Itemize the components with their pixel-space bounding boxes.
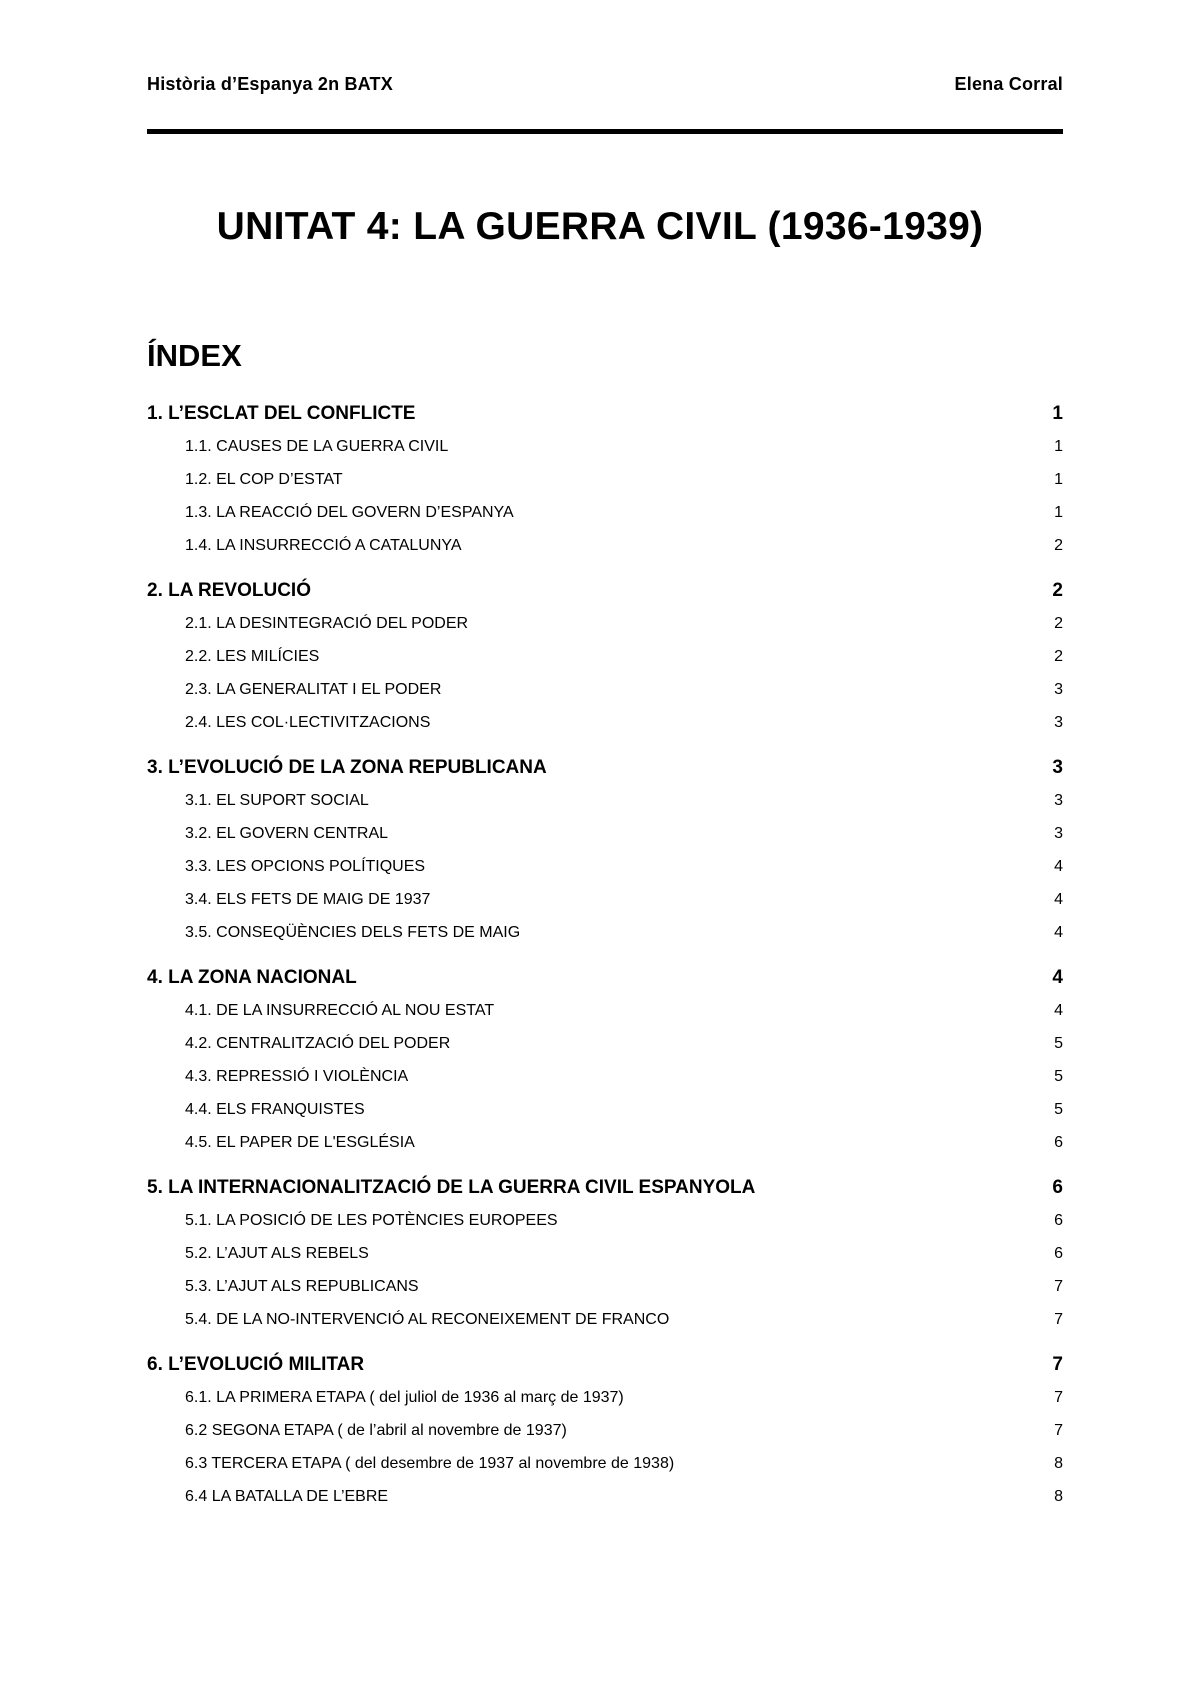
toc-entry[interactable] xyxy=(147,1303,1063,1336)
toc-entry-label: 2.1. LA DESINTEGRACIÓ DEL PODER xyxy=(185,615,469,632)
toc-entry[interactable] xyxy=(147,529,1063,562)
header-author: Elena Corral xyxy=(954,74,1063,94)
toc-entry[interactable] xyxy=(147,1237,1063,1270)
toc-entry-label: 6.2 SEGONA ETAPA ( de l’abril al novembre de 1937) xyxy=(185,1422,567,1439)
toc-page-number: 3 xyxy=(1052,757,1063,778)
toc-section xyxy=(147,575,1063,739)
toc-entry[interactable] xyxy=(147,706,1063,739)
toc-entry[interactable] xyxy=(147,1093,1063,1126)
toc-entry-label: 4.1. DE LA INSURRECCIÓ AL NOU ESTAT xyxy=(185,1002,495,1019)
toc-entry[interactable] xyxy=(147,1447,1063,1480)
toc-entry-label: 6.1. LA PRIMERA ETAPA ( del juliol de 1936 al març de 1937) xyxy=(185,1389,624,1406)
toc-page-number: 4 xyxy=(1054,1002,1063,1019)
toc-entry[interactable] xyxy=(147,784,1063,817)
toc-entry[interactable] xyxy=(147,496,1063,529)
toc-page-number: 5 xyxy=(1054,1068,1063,1085)
toc-section-heading[interactable] xyxy=(147,752,1063,784)
toc-page-number: 6 xyxy=(1054,1212,1063,1229)
toc-entry-label: 4.5. EL PAPER DE L'ESGLÉSIA xyxy=(185,1134,415,1151)
toc-entry[interactable] xyxy=(147,1204,1063,1237)
header-divider xyxy=(147,129,1063,134)
toc-page-number: 7 xyxy=(1054,1278,1063,1295)
toc-entry-label: 6.4 LA BATALLA DE L’EBRE xyxy=(185,1488,389,1505)
toc-page-number: 7 xyxy=(1054,1389,1063,1406)
toc-section-heading[interactable] xyxy=(147,962,1063,994)
toc-entry-label: 5.2. L’AJUT ALS REBELS xyxy=(185,1245,369,1262)
toc-page-number: 3 xyxy=(1054,825,1063,842)
toc-section xyxy=(147,1172,1063,1336)
index-heading: ÍNDEX xyxy=(147,338,242,373)
toc-entry[interactable] xyxy=(147,607,1063,640)
toc-section xyxy=(147,398,1063,562)
document-title: UNITAT 4: LA GUERRA CIVIL (1936-1939) xyxy=(216,205,984,248)
toc-entry[interactable] xyxy=(147,817,1063,850)
toc-entry[interactable] xyxy=(147,1027,1063,1060)
toc-entry[interactable] xyxy=(147,1480,1063,1513)
toc-page-number: 4 xyxy=(1052,967,1063,988)
toc-page-number: 8 xyxy=(1054,1455,1063,1472)
toc-page-number: 5 xyxy=(1054,1101,1063,1118)
toc-section-title: 1. L’ESCLAT DEL CONFLICTE xyxy=(147,403,416,424)
toc-entry[interactable] xyxy=(147,994,1063,1027)
toc-page-number: 6 xyxy=(1054,1134,1063,1151)
toc-entry[interactable] xyxy=(147,850,1063,883)
toc-page-number: 5 xyxy=(1054,1035,1063,1052)
toc-entry-label: 4.2. CENTRALITZACIÓ DEL PODER xyxy=(185,1035,451,1052)
toc-entry-label: 1.1. CAUSES DE LA GUERRA CIVIL xyxy=(185,438,449,455)
toc-page-number: 4 xyxy=(1054,891,1063,908)
toc-section-title: 3. L’EVOLUCIÓ DE LA ZONA REPUBLICANA xyxy=(147,757,547,778)
toc-section-title: 4. LA ZONA NACIONAL xyxy=(147,967,357,988)
toc-entry[interactable] xyxy=(147,1060,1063,1093)
toc-page-number: 7 xyxy=(1054,1311,1063,1328)
toc-entry[interactable] xyxy=(147,640,1063,673)
toc-page-number: 1 xyxy=(1052,403,1063,424)
toc-entry[interactable] xyxy=(147,673,1063,706)
toc-entry-label: 3.5. CONSEQÜÈNCIES DELS FETS DE MAIG xyxy=(185,924,521,941)
toc-section-title: 6. L’EVOLUCIÓ MILITAR xyxy=(147,1354,365,1375)
toc-entry[interactable] xyxy=(147,1270,1063,1303)
toc-entry-label: 3.3. LES OPCIONS POLÍTIQUES xyxy=(185,858,426,875)
toc-entry[interactable] xyxy=(147,1414,1063,1447)
page-header xyxy=(147,74,1063,95)
toc-entry-label: 1.4. LA INSURRECCIÓ A CATALUNYA xyxy=(185,537,462,554)
toc-entry-label: 5.4. DE LA NO-INTERVENCIÓ AL RECONEIXEMENT DE FRANCO xyxy=(185,1311,670,1328)
toc-section xyxy=(147,752,1063,949)
toc-page-number: 6 xyxy=(1052,1177,1063,1198)
toc-entry[interactable] xyxy=(147,1381,1063,1414)
toc-entry-label: 5.1. LA POSICIÓ DE LES POTÈNCIES EUROPEES xyxy=(185,1212,558,1229)
table-of-contents xyxy=(147,394,1063,1526)
toc-section-heading[interactable] xyxy=(147,1349,1063,1381)
toc-entry[interactable] xyxy=(147,463,1063,496)
toc-page-number: 1 xyxy=(1054,504,1063,521)
toc-section-heading[interactable] xyxy=(147,575,1063,607)
toc-page-number: 2 xyxy=(1054,615,1063,632)
toc-section xyxy=(147,1349,1063,1513)
toc-section-heading[interactable] xyxy=(147,1172,1063,1204)
toc-page-number: 3 xyxy=(1054,681,1063,698)
toc-entry-label: 2.2. LES MILÍCIES xyxy=(185,648,320,665)
toc-section-title: 2. LA REVOLUCIÓ xyxy=(147,580,311,601)
toc-entry-label: 4.3. REPRESSIÓ I VIOLÈNCIA xyxy=(185,1068,409,1085)
header-course: Història d’Espanya 2n BATX xyxy=(147,74,393,94)
toc-section xyxy=(147,962,1063,1159)
toc-entry-label: 1.3. LA REACCIÓ DEL GOVERN D’ESPANYA xyxy=(185,504,514,521)
toc-page-number: 1 xyxy=(1054,438,1063,455)
toc-section-title: 5. LA INTERNACIONALITZACIÓ DE LA GUERRA CIVIL ESPANYOLA xyxy=(147,1177,756,1198)
toc-entry-label: 2.4. LES COL·LECTIVITZACIONS xyxy=(185,714,431,731)
toc-section-heading[interactable] xyxy=(147,398,1063,430)
toc-page-number: 2 xyxy=(1052,580,1063,601)
toc-page-number: 4 xyxy=(1054,924,1063,941)
toc-entry-label: 4.4. ELS FRANQUISTES xyxy=(185,1101,365,1118)
toc-page-number: 6 xyxy=(1054,1245,1063,1262)
toc-entry[interactable] xyxy=(147,883,1063,916)
toc-entry[interactable] xyxy=(147,1126,1063,1159)
toc-entry[interactable] xyxy=(147,916,1063,949)
toc-page-number: 2 xyxy=(1054,648,1063,665)
toc-entry-label: 3.4. ELS FETS DE MAIG DE 1937 xyxy=(185,891,431,908)
toc-page-number: 3 xyxy=(1054,714,1063,731)
toc-entry-label: 6.3 TERCERA ETAPA ( del desembre de 1937 al novembre de 1938) xyxy=(185,1455,675,1472)
toc-page-number: 8 xyxy=(1054,1488,1063,1505)
toc-page-number: 2 xyxy=(1054,537,1063,554)
toc-page-number: 1 xyxy=(1054,471,1063,488)
toc-entry-label: 5.3. L’AJUT ALS REPUBLICANS xyxy=(185,1278,419,1295)
toc-page-number: 4 xyxy=(1054,858,1063,875)
toc-entry-label: 2.3. LA GENERALITAT I EL PODER xyxy=(185,681,442,698)
toc-page-number: 7 xyxy=(1054,1422,1063,1439)
toc-entry[interactable] xyxy=(147,430,1063,463)
toc-entry-label: 3.2. EL GOVERN CENTRAL xyxy=(185,825,389,842)
toc-page-number: 7 xyxy=(1052,1354,1063,1375)
toc-entry-label: 3.1. EL SUPORT SOCIAL xyxy=(185,792,369,809)
toc-page-number: 3 xyxy=(1054,792,1063,809)
toc-entry-label: 1.2. EL COP D’ESTAT xyxy=(185,471,343,488)
